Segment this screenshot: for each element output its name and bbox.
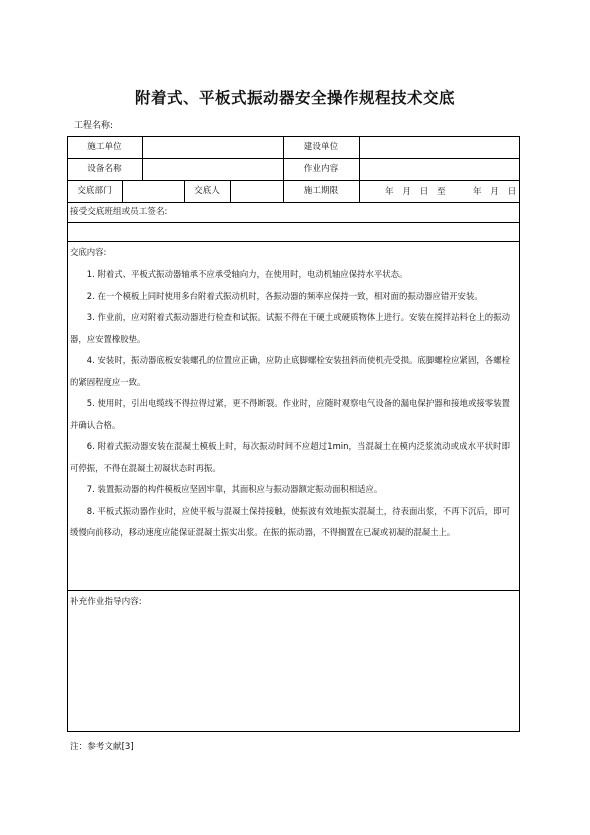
period-end-date[interactable]: 年 月 日 — [473, 187, 517, 197]
content-item: 5. 使用时，引出电缆线不得拉得过紧，更不得断裂。作业时，应随时观察电气设备的漏电保护器和接地或接零装置并确认合格。 — [70, 398, 510, 430]
reference-note: 注：参考文献[3] — [70, 742, 134, 752]
handover-person-field[interactable] — [231, 185, 283, 197]
content-item: 4. 安装时，振动器底板安装螺孔的位置应正确，应防止底脚螺栓安装扭斜而使机壳受损。底脚螺栓应紧固，各螺栓的紧固程度应一致。 — [70, 355, 510, 387]
column-divider — [359, 180, 360, 202]
recipients-signature-field[interactable] — [68, 224, 518, 240]
period-start-date[interactable]: 年 月 日 至 — [385, 187, 446, 197]
content-item: 2. 在一个模板上同时使用多台附着式振动机时，各振动器的频率应保持一致，相对面的振动器应错开安装。 — [86, 290, 483, 301]
row-divider — [67, 158, 520, 159]
equipment-name-label: 设备名称 — [87, 164, 122, 174]
content-item: 7. 装置振动器的构件模板应坚固牢靠，其面积应与振动器额定振动面积相适应。 — [86, 484, 383, 494]
construction-period-label: 施工期限 — [303, 186, 339, 196]
handover-dept-field[interactable] — [123, 185, 184, 197]
supplement-field[interactable] — [68, 610, 518, 728]
content-item: 6. 附着式振动器安装在混凝土模板上时，每次振动时间不应超过1min，当混凝土在模内泛浆流动或成水平状时即可停振，不得在混凝土初凝状态时再振。 — [70, 441, 510, 473]
row-divider — [67, 180, 520, 181]
content-item: 1. 附着式、平板式振动器轴承不应承受轴向力，在使用时，电动机轴应保持水平状态。 — [86, 269, 408, 279]
handover-person-label: 交底人 — [194, 186, 220, 196]
row-divider — [67, 241, 520, 242]
content-heading: 交底内容: — [70, 247, 107, 257]
supplement-label: 补充作业指导内容: — [70, 597, 142, 607]
construction-unit-field[interactable] — [143, 141, 283, 153]
content-item: 3. 作业前，应对附着式振动器进行检查和试振。试振不得在干硬土或硬质物体上进行。安装在搅拌站料仓上的振动器，应安置橡胶垫。 — [70, 312, 510, 344]
row-divider — [67, 222, 520, 223]
page-title: 附着式、平板式振动器安全操作规程技术交底 — [134, 89, 455, 107]
handover-dept-label: 交底部门 — [77, 186, 112, 196]
builder-unit-field[interactable] — [360, 141, 518, 153]
project-name-label: 工程名称: — [74, 121, 114, 131]
builder-unit-label: 建设单位 — [303, 142, 339, 152]
row-divider — [67, 590, 520, 591]
handover-content — [70, 246, 510, 544]
row-divider — [67, 202, 520, 203]
work-content-field[interactable] — [360, 163, 518, 175]
content-item: 8. 平板式振动器作业时，应使平板与混凝土保持接触，使振波有效地振实混凝土，待表面出浆，不再下沉后，即可缓慢向前移动，移动速度应能保证混凝土振实出浆。在振的振动器，不得搁置在已凝或初凝的混凝土上。 — [70, 505, 510, 537]
construction-unit-label: 施工单位 — [87, 142, 122, 152]
recipients-signature-label: 接受交底班组或员工签名: — [70, 207, 168, 217]
equipment-name-field[interactable] — [143, 163, 283, 175]
work-content-label: 作业内容 — [303, 164, 339, 174]
